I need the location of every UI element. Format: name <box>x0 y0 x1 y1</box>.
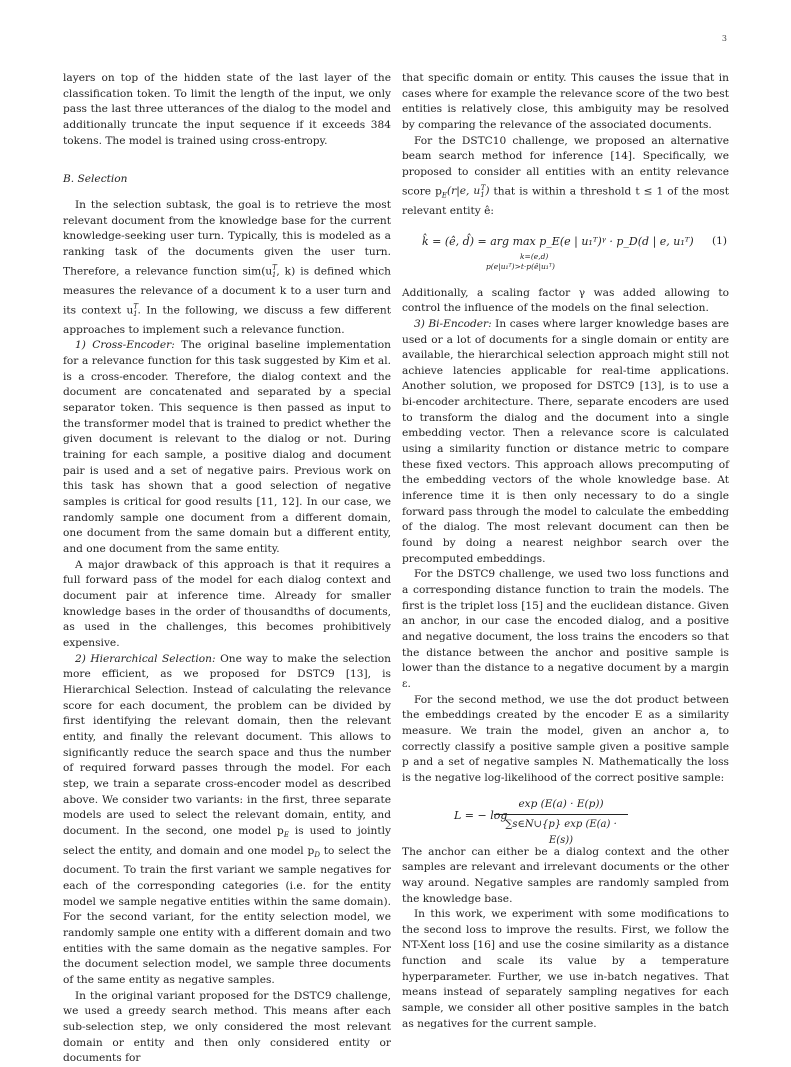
equation-1-lhs: k̂ = (ê, d̂) = arg max <box>422 234 536 248</box>
page-number: 3 <box>721 34 727 43</box>
math-sub-E: E <box>283 830 289 839</box>
paragraph-cross-encoder <box>63 338 391 557</box>
equation-1-subscript-threshold: p(e|u₁ᵀ)>t·p(ê|u₁ᵀ) <box>486 261 555 271</box>
math-sub-D: D <box>314 850 320 859</box>
subsection-heading-bi-encoder: 3) Bi-Encoder: <box>414 317 492 330</box>
left-column <box>63 71 391 1067</box>
paragraph-modifications: In this work, we experiment with some modifications to the second loss to improve the results. First, we follow the NT-Xent loss [16] and use the cosine similarity as a distance function and scale its value by a temperature hyperparameter. Further, we use in-batch negatives. That means instead of separately sampling negatives for each sample, we consider all other positive samples in the batch as negatives for the current sample. <box>402 908 729 1030</box>
paragraph-dot-product: For the second method, we use the dot product between the embeddings created by the encoder E as a similarity measure. We train the model, given an anchor a, to correctly classify a positive sample given a positive sample p and a set of negative samples N. Mathematically the loss is the negative log-likelihood of the correct positive sample: <box>402 693 729 784</box>
paragraph-drawback: A major drawback of this approach is that it requires a full forward pass of the model for each dialog context and document pair at inference time. Already for smaller knowledge bases in the order of thousandths of documents, as used in the challenges, this becomes prohibitively expensive. <box>63 558 391 649</box>
right-column <box>402 71 729 1032</box>
math-sub-E: E <box>441 191 447 200</box>
section-heading-selection: B. Selection <box>63 173 128 186</box>
equation-1-number: (1) <box>711 234 727 247</box>
equation-2-lhs: L = − log <box>454 808 508 822</box>
equation-1 <box>402 228 729 276</box>
subsection-heading-cross-encoder: 1) Cross-Encoder: <box>75 339 175 352</box>
math-u1T: $^T_1$ <box>271 263 277 280</box>
paragraph-bi-encoder <box>402 317 729 568</box>
text-span: In the selection subtask, the goal is to retrieve the most relevant document from the knowledge base for the current knowledge-seeking user turn. Typically, this is modeled as a ranking task of the documents given the user turn. Therefore, a relevance function sim(u <box>63 198 391 278</box>
equation-2-fraction <box>494 797 628 849</box>
text-span: . In the following, we discuss a few different approaches to implement such a relevance function. <box>63 304 391 336</box>
paragraph-anchor: The anchor can either be a dialog context and the other samples are relevant and irrelevant documents or the other way around. Negative samples are randomly sampled from the knowledge base. <box>402 845 729 905</box>
equation-2-numerator: exp (E(a) · E(p)) <box>494 797 628 816</box>
paragraph-classification-tail: layers on top of the hidden state of the last layer of the classification token. To limit the length of the input, we only pass the last three utterances of the dialog to the model and additionally truncate the input sequence if it exceeds 384 tokens. The model is trained using cross-entropy. <box>63 72 391 147</box>
equation-2-denominator: ∑s∈N∪{p} exp (E(a) · E(s)) <box>505 819 617 846</box>
math-u1T: $^T_1$ <box>133 302 139 319</box>
paragraph-beam-search <box>402 134 729 220</box>
text-span: that is within a threshold t ≤ 1 of the most relevant entity ê: <box>402 185 729 217</box>
subsection-heading-hierarchical: 2) Hierarchical Selection: <box>75 652 216 665</box>
text-span: The original baseline implementation for a relevance function for this task suggested by Kim et al. is a cross-encoder. Therefore, the dialog context and the document are concatenated and separated by a special separator token. This sequence is then passed as input to the transformer model that is trained to predict whether the given document is relevant to the dialog or not. During training for each sample, a positive dialog and document pair is used and a set of negative pairs. Previous work on this task has shown that a good selection of negative samples is critical for good results [11, 12]. In our case, we randomly sample one document from a different domain, one document from the same domain but a different entity, and one document from the same entity. <box>63 339 391 555</box>
text-span: For the DSTC10 challenge, we proposed an alternative beam search method for inference [14]. Specifically, we proposed to consider all entities with an entity relevance score p <box>402 134 729 198</box>
math-relevance-arg: (r|e, $u_1^T$) <box>447 183 490 200</box>
paragraph-selection-intro <box>63 198 391 339</box>
equation-1-body <box>422 234 694 250</box>
equation-1-rhs: p_E(e | u₁ᵀ)ᵞ · p_D(d | e, u₁ᵀ) <box>539 234 694 248</box>
text-span: to select the document. To train the first variant we sample negatives for each of the corresponding categories (i.e. for the entity model we sample negative entities within the same domain). For the second variant, for the entity selection model, we randomly sample one entity with a different domain and two entities with the same domain as the negative samples. For the document selection model, we sample three documents of the same entity as negative samples. <box>63 844 392 986</box>
paragraph-hierarchical-selection <box>63 652 391 989</box>
paragraph-triplet-loss: For the DSTC9 challenge, we used two loss functions and a corresponding distance function to train the models. The first is the triplet loss [15] and the euclidean distance. Given an anchor, in our case the encoded dialog, and a positive and negative document, the loss trains the encoders so that the distance between the anchor and positive sample is lower than the distance to a negative document by a margin ε. <box>402 568 729 690</box>
paragraph-greedy-search: In the original variant proposed for the DSTC9 challenge, we used a greedy search method. This means after each sub-selection step, we only considered the most relevant domain or entity and then only considered entity or documents for <box>63 989 391 1065</box>
paragraph-scaling-factor: Additionally, a scaling factor γ was added allowing to control the influence of the models on the final selection. <box>402 286 729 315</box>
text-span: is used to jointly select the entity, and domain and one model p <box>63 824 391 857</box>
text-span: One way to make the selection more efficient, as we proposed for DSTC9 [13], is Hierarchical Selection. Instead of calculating the relevance score for each document, the problem can be divided by first identifying the relevant domain, then the relevant entity, and finally the relevant document. This allows to significantly reduce the search space and thus the number of required forward passes through the model. For each step, we train a separate cross-encoder model as described above. We consider two variants: in the first, three separate models are used to select the relevant domain, entity, and document. In the second, one model p <box>63 652 392 837</box>
equation-2 <box>402 795 729 846</box>
equation-1-subscript-k: k=(e,d) <box>520 251 549 261</box>
paragraph-entity-ambiguity: that specific domain or entity. This causes the issue that in cases where for example the relevance score of the two best entities is relatively close, this ambiguity may be resolved by comparing the relevance of the associated documents. <box>402 72 729 131</box>
text-span: In cases where larger knowledge bases are used or a lot of documents for a single domain or entity are available, the hierarchical selection approach might still not achieve latencies applicable for real-time applications. Another solution, we proposed for DSTC9 [13], is to use a bi-encoder architecture. There, separate encoders are used to transform the dialog and the document into a single embedding vector. Then a relevance score is calculated using a similarity function or distance metric to compare these fixed vectors. This approach allows precomputing of the embedding vectors of the whole knowledge base. At inference time it is then only necessary to do a single forward pass through the model to calculate the embedding of the dialog. The most relevant document can then be found by doing a nearest neighbor search over the precomputed embeddings. <box>402 317 730 565</box>
text-span: , k) is defined which measures the relevance of a document k to a user turn and its context u <box>63 265 391 317</box>
